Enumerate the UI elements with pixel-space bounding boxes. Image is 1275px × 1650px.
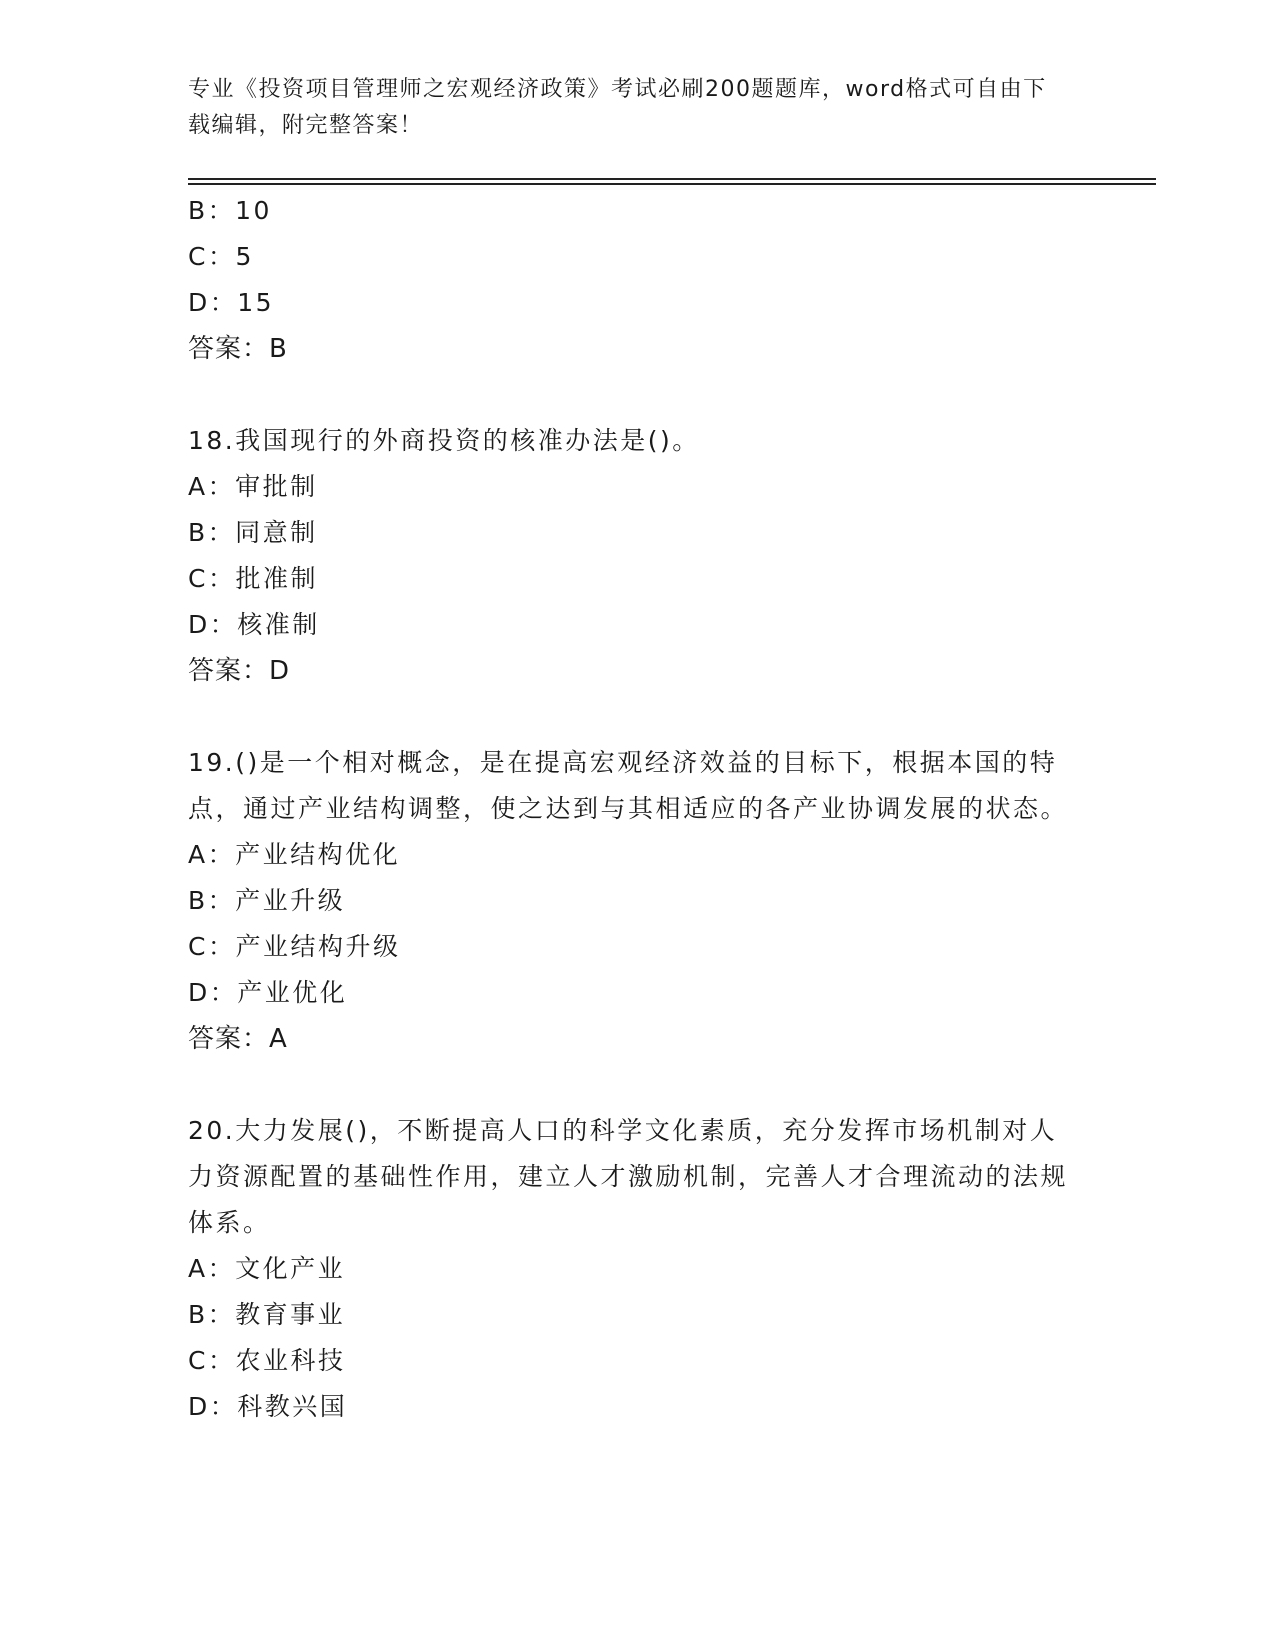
option-c: C：批准制 (188, 564, 318, 593)
question-stem: 19.()是一个相对概念，是在提高宏观经济效益的目标下，根据本国的特点，通过产业结构调整，使之达到与其相适应的各产业协调发展的状态。 (188, 748, 1069, 823)
option-b: B：产业升级 (188, 886, 346, 915)
option-b: B：教育事业 (188, 1300, 346, 1329)
question-17 (188, 188, 1088, 372)
answer: 答案：A (188, 1024, 288, 1054)
answer: 答案：D (188, 656, 291, 686)
answer: 答案：B (188, 334, 288, 364)
header-rule-bottom (188, 183, 1156, 185)
option-d: D：15 (188, 288, 275, 317)
option-a: A：审批制 (188, 472, 318, 501)
option-d: D：核准制 (188, 610, 320, 639)
option-d: D：科教兴国 (188, 1392, 348, 1421)
option-a: A：文化产业 (188, 1254, 346, 1283)
spacer (188, 1062, 1088, 1108)
question-content (188, 188, 1088, 1430)
question-18 (188, 418, 1088, 694)
spacer (188, 694, 1088, 740)
option-d: D：产业优化 (188, 978, 348, 1007)
option-b: B：同意制 (188, 518, 318, 547)
question-19 (188, 740, 1088, 1062)
option-a: A：产业结构优化 (188, 840, 401, 869)
option-b: B：10 (188, 196, 272, 225)
question-20 (188, 1108, 1088, 1430)
option-c: C：5 (188, 242, 254, 271)
header-rule-top (188, 178, 1156, 180)
spacer (188, 372, 1088, 418)
question-stem: 20.大力发展()，不断提高人口的科学文化素质，充分发挥市场机制对人力资源配置的基础性作用，建立人才激励机制，完善人才合理流动的法规体系。 (188, 1116, 1069, 1237)
document-header: 专业《投资项目管理师之宏观经济政策》考试必刷200题题库，word格式可自由下载编辑，附完整答案！ (188, 77, 1047, 138)
question-stem: 18.我国现行的外商投资的核准办法是()。 (188, 426, 700, 455)
option-c: C：农业科技 (188, 1346, 346, 1375)
option-c: C：产业结构升级 (188, 932, 401, 961)
